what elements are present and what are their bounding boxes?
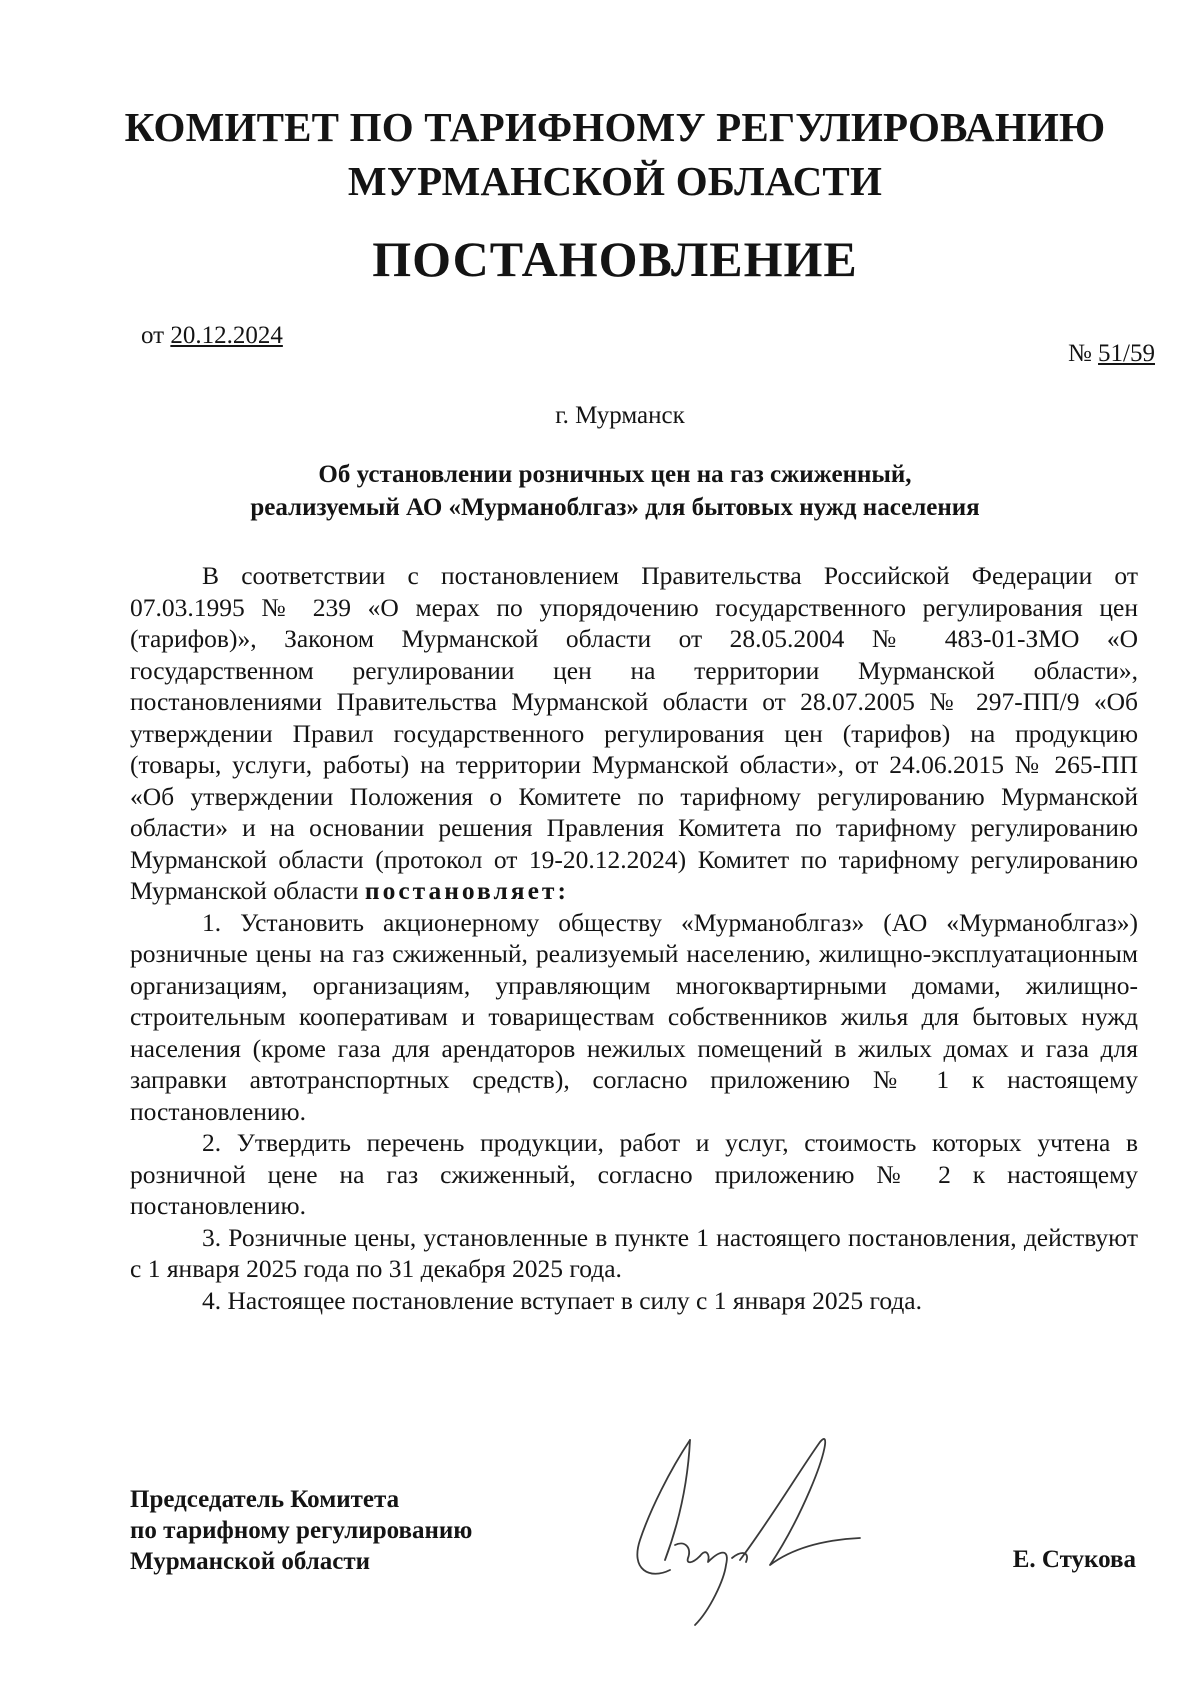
number-prefix: № xyxy=(1067,340,1092,367)
document-city: г. Мурманск xyxy=(555,402,685,429)
organization-name xyxy=(120,100,1110,208)
clause-3: 3. Розничные цены, установленные в пункте 1 настоящего постановления, действуют с 1 января 2025 года по 31 декабря 2025 года. xyxy=(130,1222,1138,1283)
clause-2: 2. Утвердить перечень продукции, работ и услуг, стоимость которых учтена в розничной цене на газ сжиженный, согласно приложению № 2 к настоящему постановлению. xyxy=(130,1128,1138,1220)
org-name-line2: МУРМАНСКОЙ ОБЛАСТИ xyxy=(347,158,883,204)
preamble-paragraph xyxy=(130,560,1138,907)
document-title xyxy=(130,458,1100,524)
signatory-position xyxy=(130,1484,472,1577)
document-body xyxy=(130,560,1138,1316)
document-date xyxy=(141,322,283,350)
position-line3: Мурманской области xyxy=(130,1548,371,1575)
resolves-colon: : xyxy=(557,876,569,905)
position-line2: по тарифному регулированию xyxy=(130,1517,473,1544)
org-name-line1: КОМИТЕТ ПО ТАРИФНОМУ РЕГУЛИРОВАНИЮ xyxy=(124,104,1106,150)
position-line1: Председатель Комитета xyxy=(130,1486,400,1513)
title-line1: Об установлении розничных цен на газ сжиженный, xyxy=(318,461,912,488)
handwritten-signature xyxy=(630,1430,890,1635)
signatory-name: Е. Стукова xyxy=(1012,1546,1136,1573)
title-line2: реализуемый АО «Мурманоблгаз» для бытовых нужд населения xyxy=(250,494,980,521)
clause-1: 1. Установить акционерному обществу «Мурманоблгаз» (АО «Мурманоблгаз») розничные цены на газ сжиженный, реализуемый населению, жилищно-эксплуатационным организациям, организациям, управляющим многоквартирными домами, жилищно-строительным кооперативам и товариществам собственников жилья для бытовых нужд населения (кроме газа для арендаторов нежилых помещений в жилых домах и газа для заправки автотранспортных средств), согласно приложению № 1 к настоящему постановлению. xyxy=(130,907,1138,1126)
document-type: ПОСТАНОВЛЕНИЕ xyxy=(372,231,858,287)
document-number xyxy=(1068,340,1155,368)
resolves-word: постановляет xyxy=(364,876,558,905)
clause-4: 4. Настоящее постановление вступает в силу с 1 января 2025 года. xyxy=(202,1285,923,1315)
date-prefix: от xyxy=(141,322,165,349)
number-value: 51/59 xyxy=(1098,340,1155,367)
date-value: 20.12.2024 xyxy=(170,322,283,349)
signature-scribble xyxy=(630,1430,890,1630)
preamble-text: В соответствии с постановлением Правительства Российской Федерации от 07.03.1995 № 239 «О мерах по упорядочению государственного регулирования цен (тарифов)», Законом Мурманской области от 28.05.2004 № 483-01-ЗМО «О государственном регулировании цен на территории Мурманской области», постановлениями Правительства Мурманской области от 28.07.2005 № 297-ПП/9 «Об утверждении Правил государственного регулирования цен (тарифов) на продукцию (товары, услуги, работы) на территории Мурманской области», от 24.06.2015 № 265-ПП «Об утверждении Положения о Комитете по тарифному регулированию Мурманской области» и на основании решения Правления Комитета по тарифному регулированию Мурманской области (протокол от 19-20.12.2024) Комитет по тарифному регулированию Мурманской области xyxy=(130,561,1138,905)
